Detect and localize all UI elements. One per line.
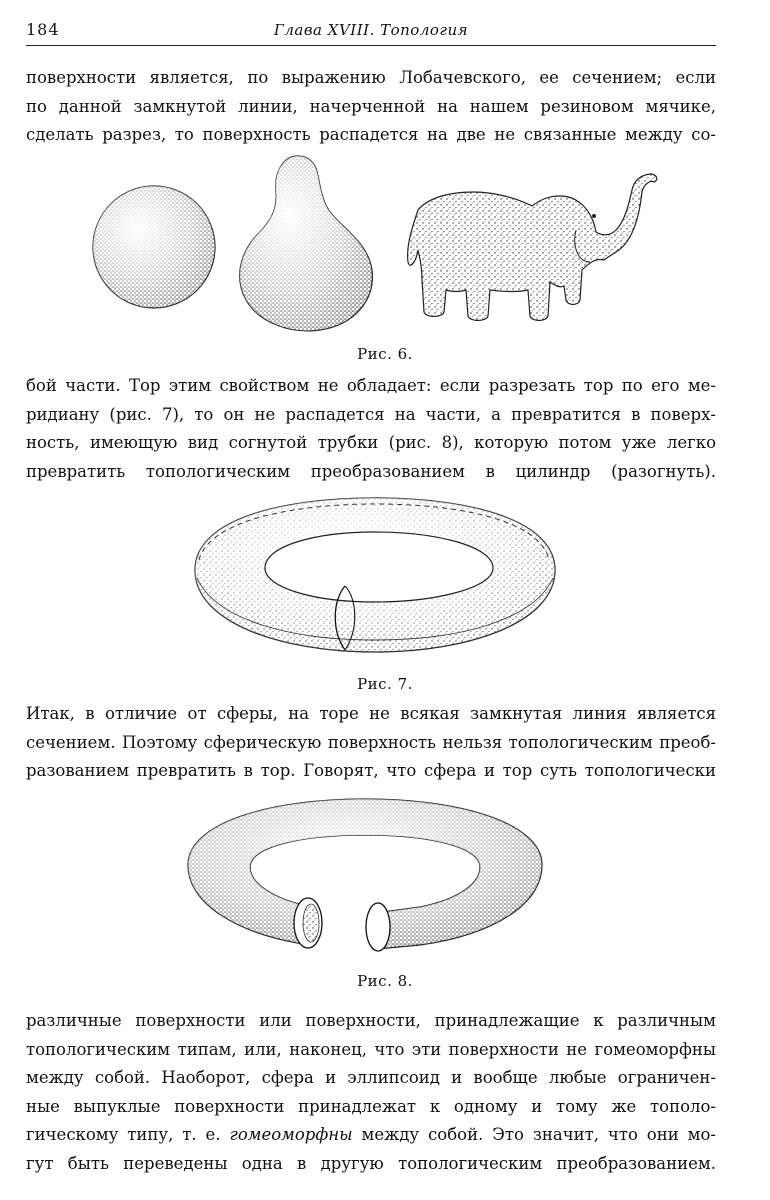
text-line: Итак, в отличие от сферы, на торе не всякая замкнутая линия является [26,704,716,723]
paragraph-4 [26,1007,716,1178]
figure-6 [80,150,680,335]
paragraph-2 [26,372,716,486]
page-header [26,20,716,42]
torus-illustration [195,498,555,652]
pear-illustration [240,156,373,331]
text-line: сечением. Поэтому сферическую поверхность нельзя топологическим преоб- [26,732,716,752]
page-number: 184 [26,20,60,39]
text-run: гическому типу, т. е. [26,1125,230,1144]
text-line: ность, имеющую вид согнутой трубки (рис. 8), которую потом уже легко [26,433,716,452]
sphere-illustration [93,186,215,308]
text-line: гут быть переведены одна в другую топологическим преобразованием. [26,1153,716,1173]
bent-tube-illustration [188,799,542,951]
paragraph-1 [26,64,716,150]
text-line: бой части. Тор этим свойством не обладает: если разрезать тор по его ме- [26,376,716,395]
figure-7 [185,490,565,665]
text-line: превратить топологическим преобразованием в цилиндр (разогнуть). [26,461,716,481]
text-line: ридиану (рис. 7), то он не распадется на части, а превратится в поверх- [26,404,716,424]
text-line: сделать разрез, то поверхность распадется на две не связанные между со- [26,125,716,144]
figure-6-caption: Рис. 6. [357,345,413,363]
text-line: разованием превратить в тор. Говорят, что сфера и тор суть топологически [26,761,716,780]
text-line: топологическим типам, или, наконец, что эти поверхности не гомеоморфны [26,1039,716,1059]
text-run: между собой. Это значит, что они мо- [352,1125,716,1144]
figure-8-caption: Рис. 8. [357,972,413,990]
text-line: поверхности является, по выражению Лобачевского, ее сечением; если [26,68,716,87]
figure-8 [180,795,550,960]
figure-7-caption: Рис. 7. [357,675,413,693]
text-line: различные поверхности или поверхности, принадлежащие к различным [26,1011,716,1030]
running-title: Глава XVIII. Топология [273,21,469,39]
text-line: ные выпуклые поверхности принадлежат к одному и тому же тополо- [26,1096,716,1116]
elephant-illustration [408,174,657,321]
text-line: между собой. Наоборот, сфера и эллипсоид и вообще любые ограничен- [26,1068,716,1087]
text-line: по данной замкнутой линии, начерченной на нашем резиновом мячике, [26,96,716,116]
header-rule [26,45,716,46]
italic-term: гомеоморфны [229,1125,353,1144]
text-line [26,1121,716,1150]
paragraph-3 [26,700,716,786]
